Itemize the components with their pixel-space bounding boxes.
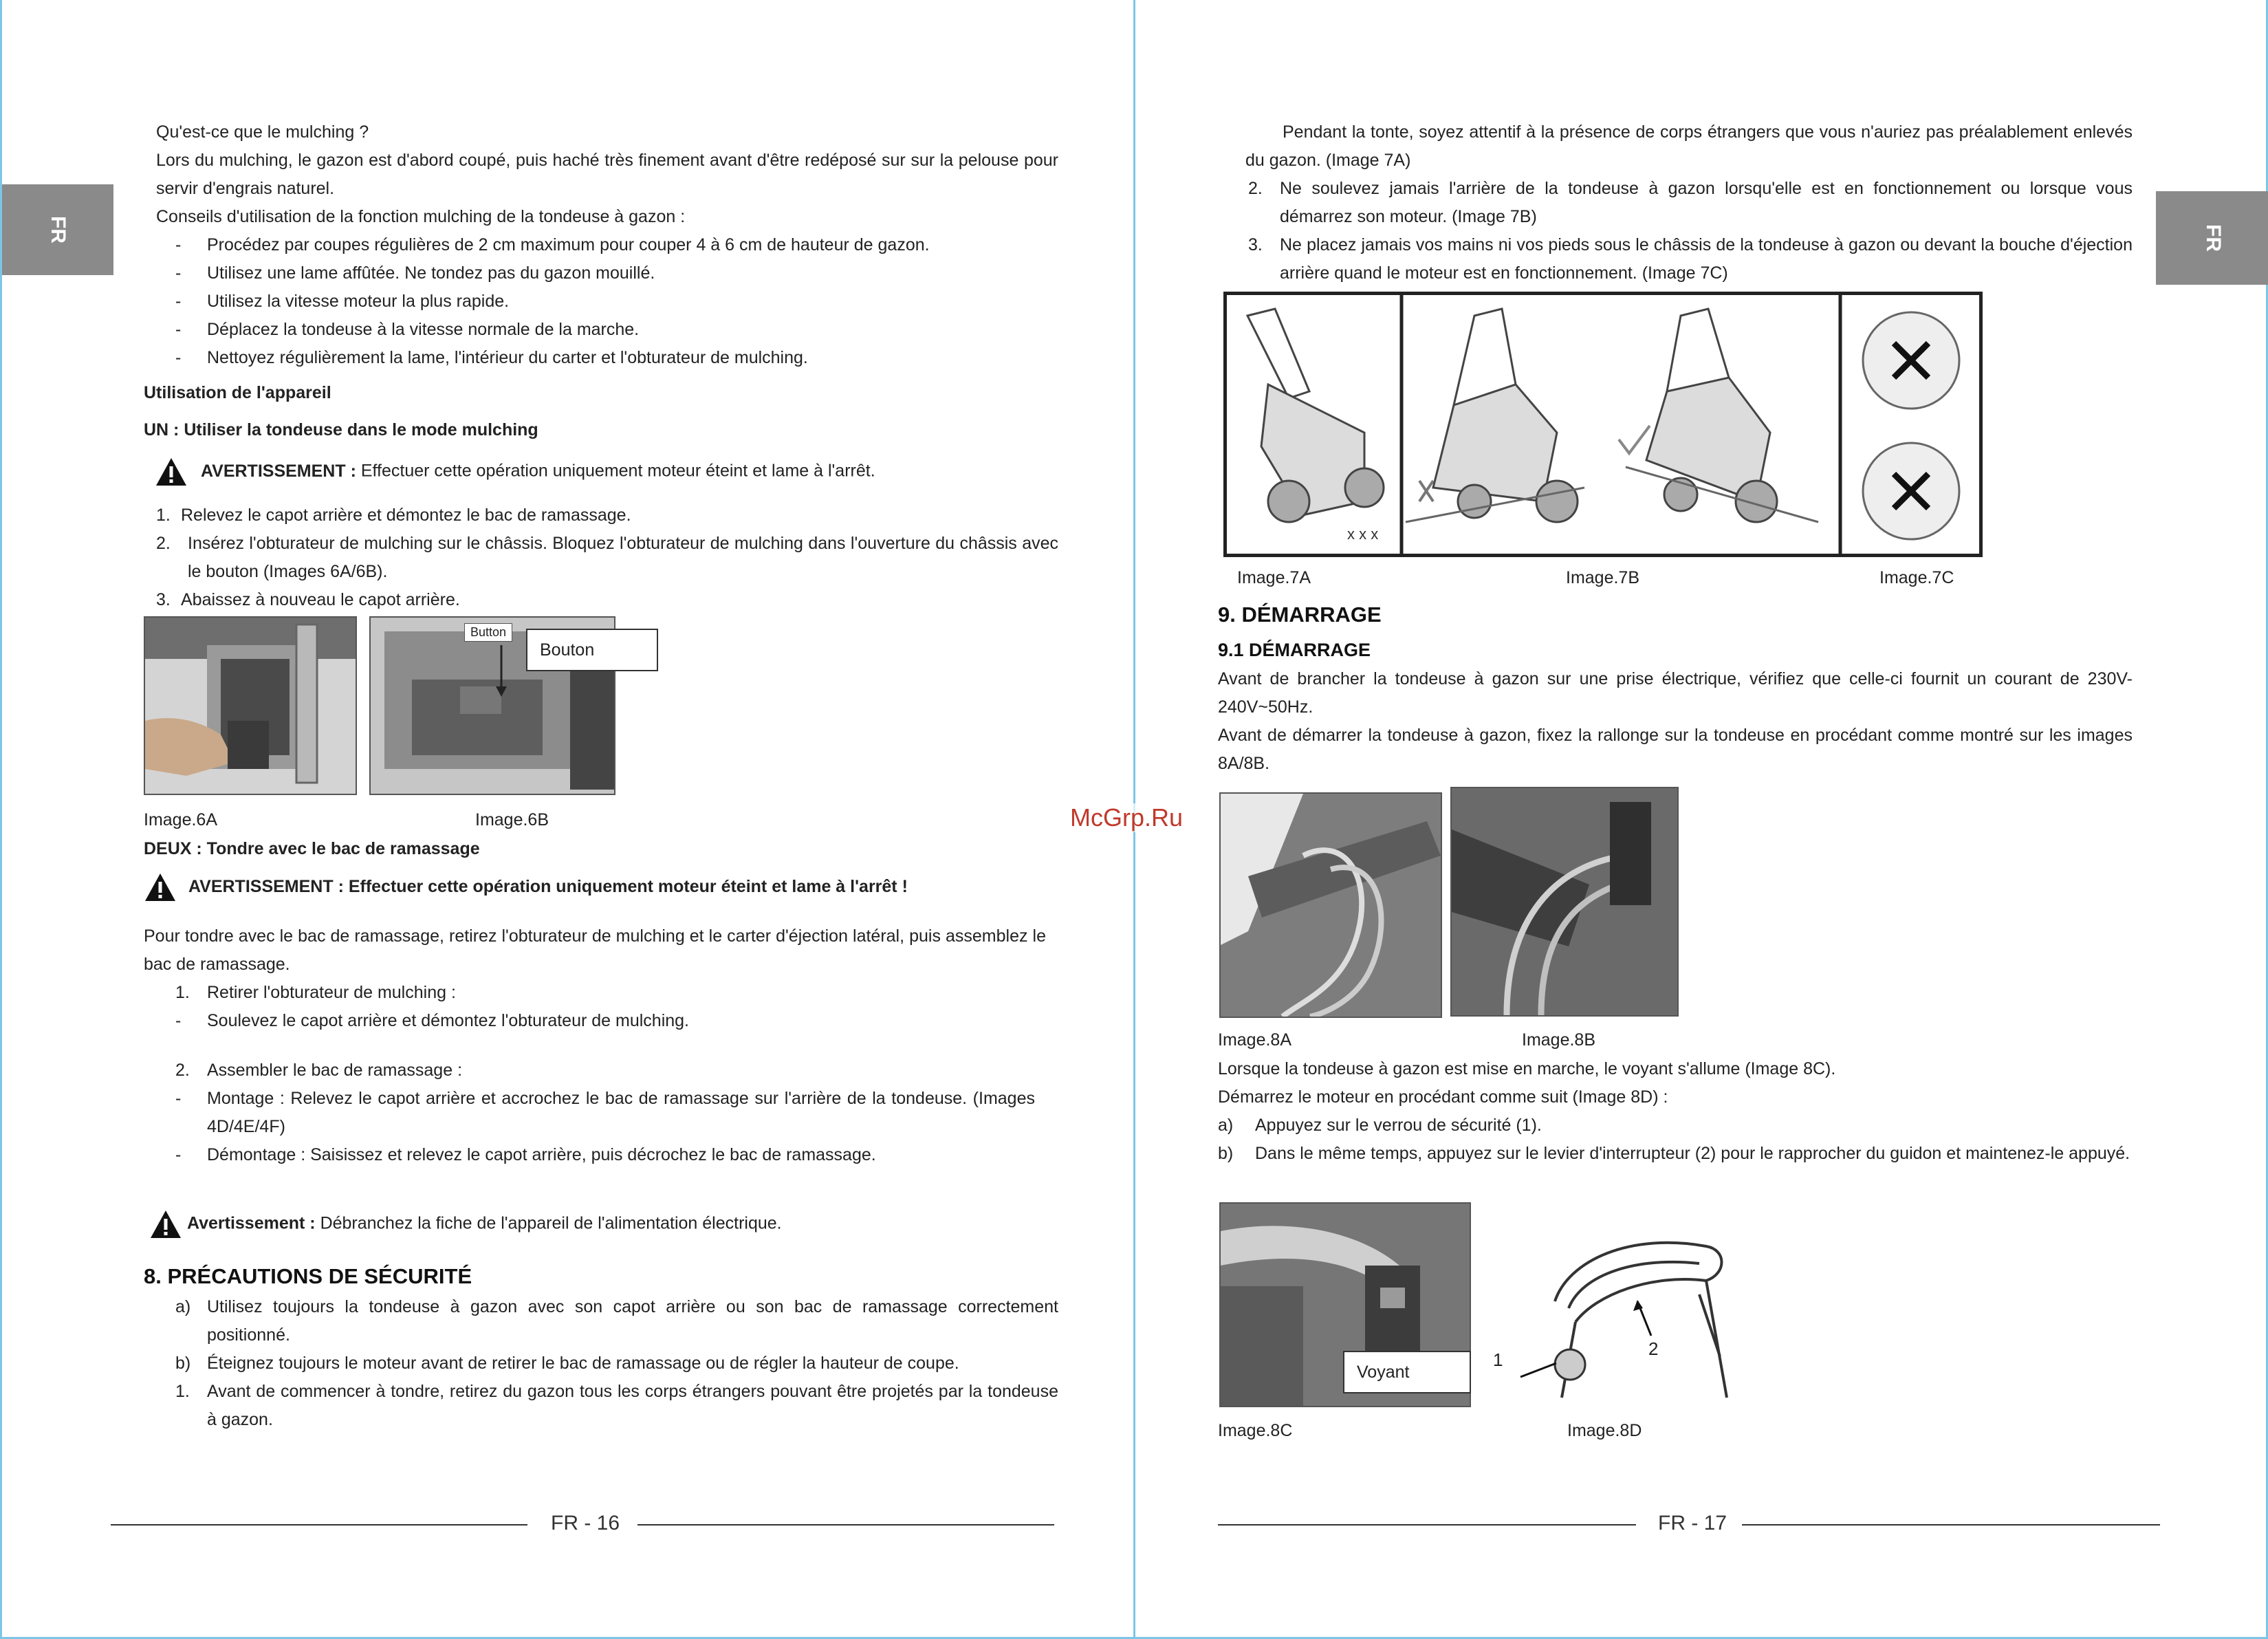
list-item: - Utilisez une lame affûtée. Ne tondez pas du gazon mouillé. — [175, 263, 655, 283]
intro-text: Pendant la tonte, soyez attentif à la présence de corps étrangers que vous n'auriez pas préalablement enlevés du gazon. (Image 7A) — [1245, 122, 2133, 170]
label-1: 1 — [1493, 1349, 1503, 1370]
warning-2: AVERTISSEMENT : Effectuer cette opération uniquement moteur éteint et lame à l'arrêt ! — [144, 872, 908, 902]
list-item: - Montage : Relevez le capot arrière et accrochez le bac de ramassage sur l'arrière de la tondeuse. (Images 4D/4E/4F) — [175, 1089, 1035, 1136]
step-item: 3. Abaissez à nouveau le capot arrière. — [156, 590, 460, 609]
un-heading: UN : Utiliser la tondeuse dans le mode mulching — [144, 420, 538, 439]
caption-8a: Image.8A — [1218, 1030, 1292, 1050]
caption-7b: Image.7B — [1566, 568, 1640, 587]
caption-8d: Image.8D — [1567, 1421, 1642, 1440]
footer-rule-left — [1218, 1524, 1636, 1526]
footer-rule-left — [111, 1524, 527, 1526]
warning-3: Avertissement : Débranchez la fiche de l'appareil de l'alimentation électrique. — [149, 1209, 782, 1239]
caption-6b: Image.6B — [475, 810, 549, 829]
warning-1: AVERTISSEMENT : Effectuer cette opération uniquement moteur éteint et lame à l'arrêt. — [155, 457, 875, 487]
footer-rule-right — [637, 1524, 1054, 1526]
voyant-callout: Voyant — [1343, 1351, 1471, 1393]
image-8a — [1219, 792, 1442, 1018]
list-item: - Déplacez la tondeuse à la vitesse normale de la marche. — [175, 320, 640, 339]
start-subheading: 9.1 DÉMARRAGE — [1218, 640, 1371, 660]
start-item: b) Dans le même temps, appuyez sur le levier d'interrupteur (2) pour le rapprocher du guidon et maintenez-le appuyé. — [1218, 1144, 2130, 1163]
list-item: - Nettoyez régulièrement la lame, l'intérieur du carter et l'obturateur de mulching. — [175, 348, 808, 367]
svg-text:x x x: x x x — [1347, 525, 1379, 543]
photo-8a-illustration — [1221, 794, 1441, 1017]
footer-rule-right — [1742, 1524, 2160, 1526]
caption-8c: Image.8C — [1218, 1421, 1293, 1440]
assembler-title: 2. Assembler le bac de ramassage : — [175, 1061, 463, 1080]
button-small-label: Button — [464, 623, 512, 642]
list-item: - Utilisez la vitesse moteur la plus rapide. — [175, 292, 510, 311]
caption-6a: Image.6A — [144, 810, 218, 829]
collect-text: Pour tondre avec le bac de ramassage, retirez l'obturateur de mulching et le carter d'éjection latéral, puis assemblez le bac de ramassage. — [144, 926, 1046, 974]
mulching-title: Qu'est-ce que le mulching ? — [156, 122, 369, 142]
warning-icon — [144, 872, 177, 902]
image-8b — [1450, 787, 1679, 1017]
left-page — [0, 0, 1133, 1639]
right-page — [1133, 0, 2268, 1639]
usage-heading: Utilisation de l'appareil — [144, 383, 331, 402]
caption-7c: Image.7C — [1879, 568, 1954, 587]
list-item: 3. Ne placez jamais vos mains ni vos pieds sous le châssis de la tondeuse à gazon ou devant la bouche d'éjection arrière quand le moteur est en fonctionnement. (Image 7C) — [1248, 235, 2133, 283]
list-item: 2. Ne soulevez jamais l'arrière de la tondeuse à gazon lorsqu'elle est en fonctionnement ou lorsque vous démarrez son moteur. (Image 7B) — [1248, 179, 2133, 226]
list-item: - Démontage : Saisissez et relevez le capot arrière, puis décrochez le bac de ramassage. — [175, 1145, 876, 1164]
start-paragraph-1: Avant de brancher la tondeuse à gazon sur une prise électrique, vérifiez que celle-ci fournit un courant de 230V-240V~50Hz. — [1218, 669, 2133, 717]
page-number-left: FR - 16 — [551, 1512, 620, 1534]
handle-illustration — [1493, 1219, 1782, 1411]
step-item: 2. Insérez l'obturateur de mulching sur le châssis. Bloquez l'obturateur de mulching dans l'ouverture du châssis avec le bouton (Images 6A/6B). — [156, 534, 1058, 581]
page-number-right: FR - 17 — [1658, 1512, 1727, 1534]
safety-item: 1. Avant de commencer à tondre, retirez du gazon tous les corps étrangers pouvant être projetés par la tondeuse à gazon. — [175, 1382, 1058, 1429]
language-tab-left: FR — [2, 184, 113, 275]
lamp-text: Lorsque la tondeuse à gazon est mise en marche, le voyant s'allume (Image 8C). — [1218, 1059, 1836, 1078]
step-item: 1. Relevez le capot arrière et démontez le bac de ramassage. — [156, 506, 631, 525]
safety-item: a) Utilisez toujours la tondeuse à gazon avec son capot arrière ou son bac de ramassage correctement positionné. — [175, 1297, 1058, 1345]
mower-illustrations — [1227, 295, 1979, 554]
deux-heading: DEUX : Tondre avec le bac de ramassage — [144, 839, 480, 858]
warning-icon — [155, 457, 188, 487]
warning-icon — [149, 1209, 182, 1239]
image-7-panel — [1223, 292, 1983, 557]
advice-title: Conseils d'utilisation de la fonction mulching de la tondeuse à gazon : — [156, 207, 686, 226]
start-heading: 9. DÉMARRAGE — [1218, 603, 1382, 627]
label-2: 2 — [1648, 1338, 1659, 1359]
language-tab-right: FR — [2156, 191, 2268, 285]
start-instructions: Démarrez le moteur en procédant comme suit (Image 8D) : — [1218, 1087, 1668, 1107]
start-paragraph-2: Avant de démarrer la tondeuse à gazon, fixez la rallonge sur la tondeuse en procédant comme montré sur les images 8A/8B. — [1218, 726, 2133, 773]
retirer-title: 1. Retirer l'obturateur de mulching : — [175, 983, 456, 1002]
list-item: - Procédez par coupes régulières de 2 cm maximum pour couper 4 à 6 cm de hauteur de gazon. — [175, 235, 930, 254]
image-6a — [144, 616, 357, 795]
caption-7a: Image.7A — [1237, 568, 1311, 587]
start-item: a) Appuyez sur le verrou de sécurité (1). — [1218, 1116, 1542, 1135]
photo-6a-illustration — [145, 618, 356, 794]
watermark: McGrp.Ru — [1070, 803, 1184, 832]
safety-item: b) Éteignez toujours le moteur avant de retirer le bac de ramassage ou de régler la hauteur de coupe. — [175, 1354, 959, 1373]
safety-heading: 8. PRÉCAUTIONS DE SÉCURITÉ — [144, 1264, 472, 1288]
bouton-callout: Bouton — [526, 629, 658, 671]
list-item: - Soulevez le capot arrière et démontez l'obturateur de mulching. — [175, 1011, 690, 1030]
mulching-text: Lors du mulching, le gazon est d'abord coupé, puis haché très finement avant d'être redéposé sur sur la pelouse pour servir d'engrais naturel. — [156, 151, 1058, 198]
image-8d — [1493, 1219, 1782, 1411]
photo-8b-illustration — [1452, 788, 1677, 1015]
caption-8b: Image.8B — [1522, 1030, 1596, 1050]
